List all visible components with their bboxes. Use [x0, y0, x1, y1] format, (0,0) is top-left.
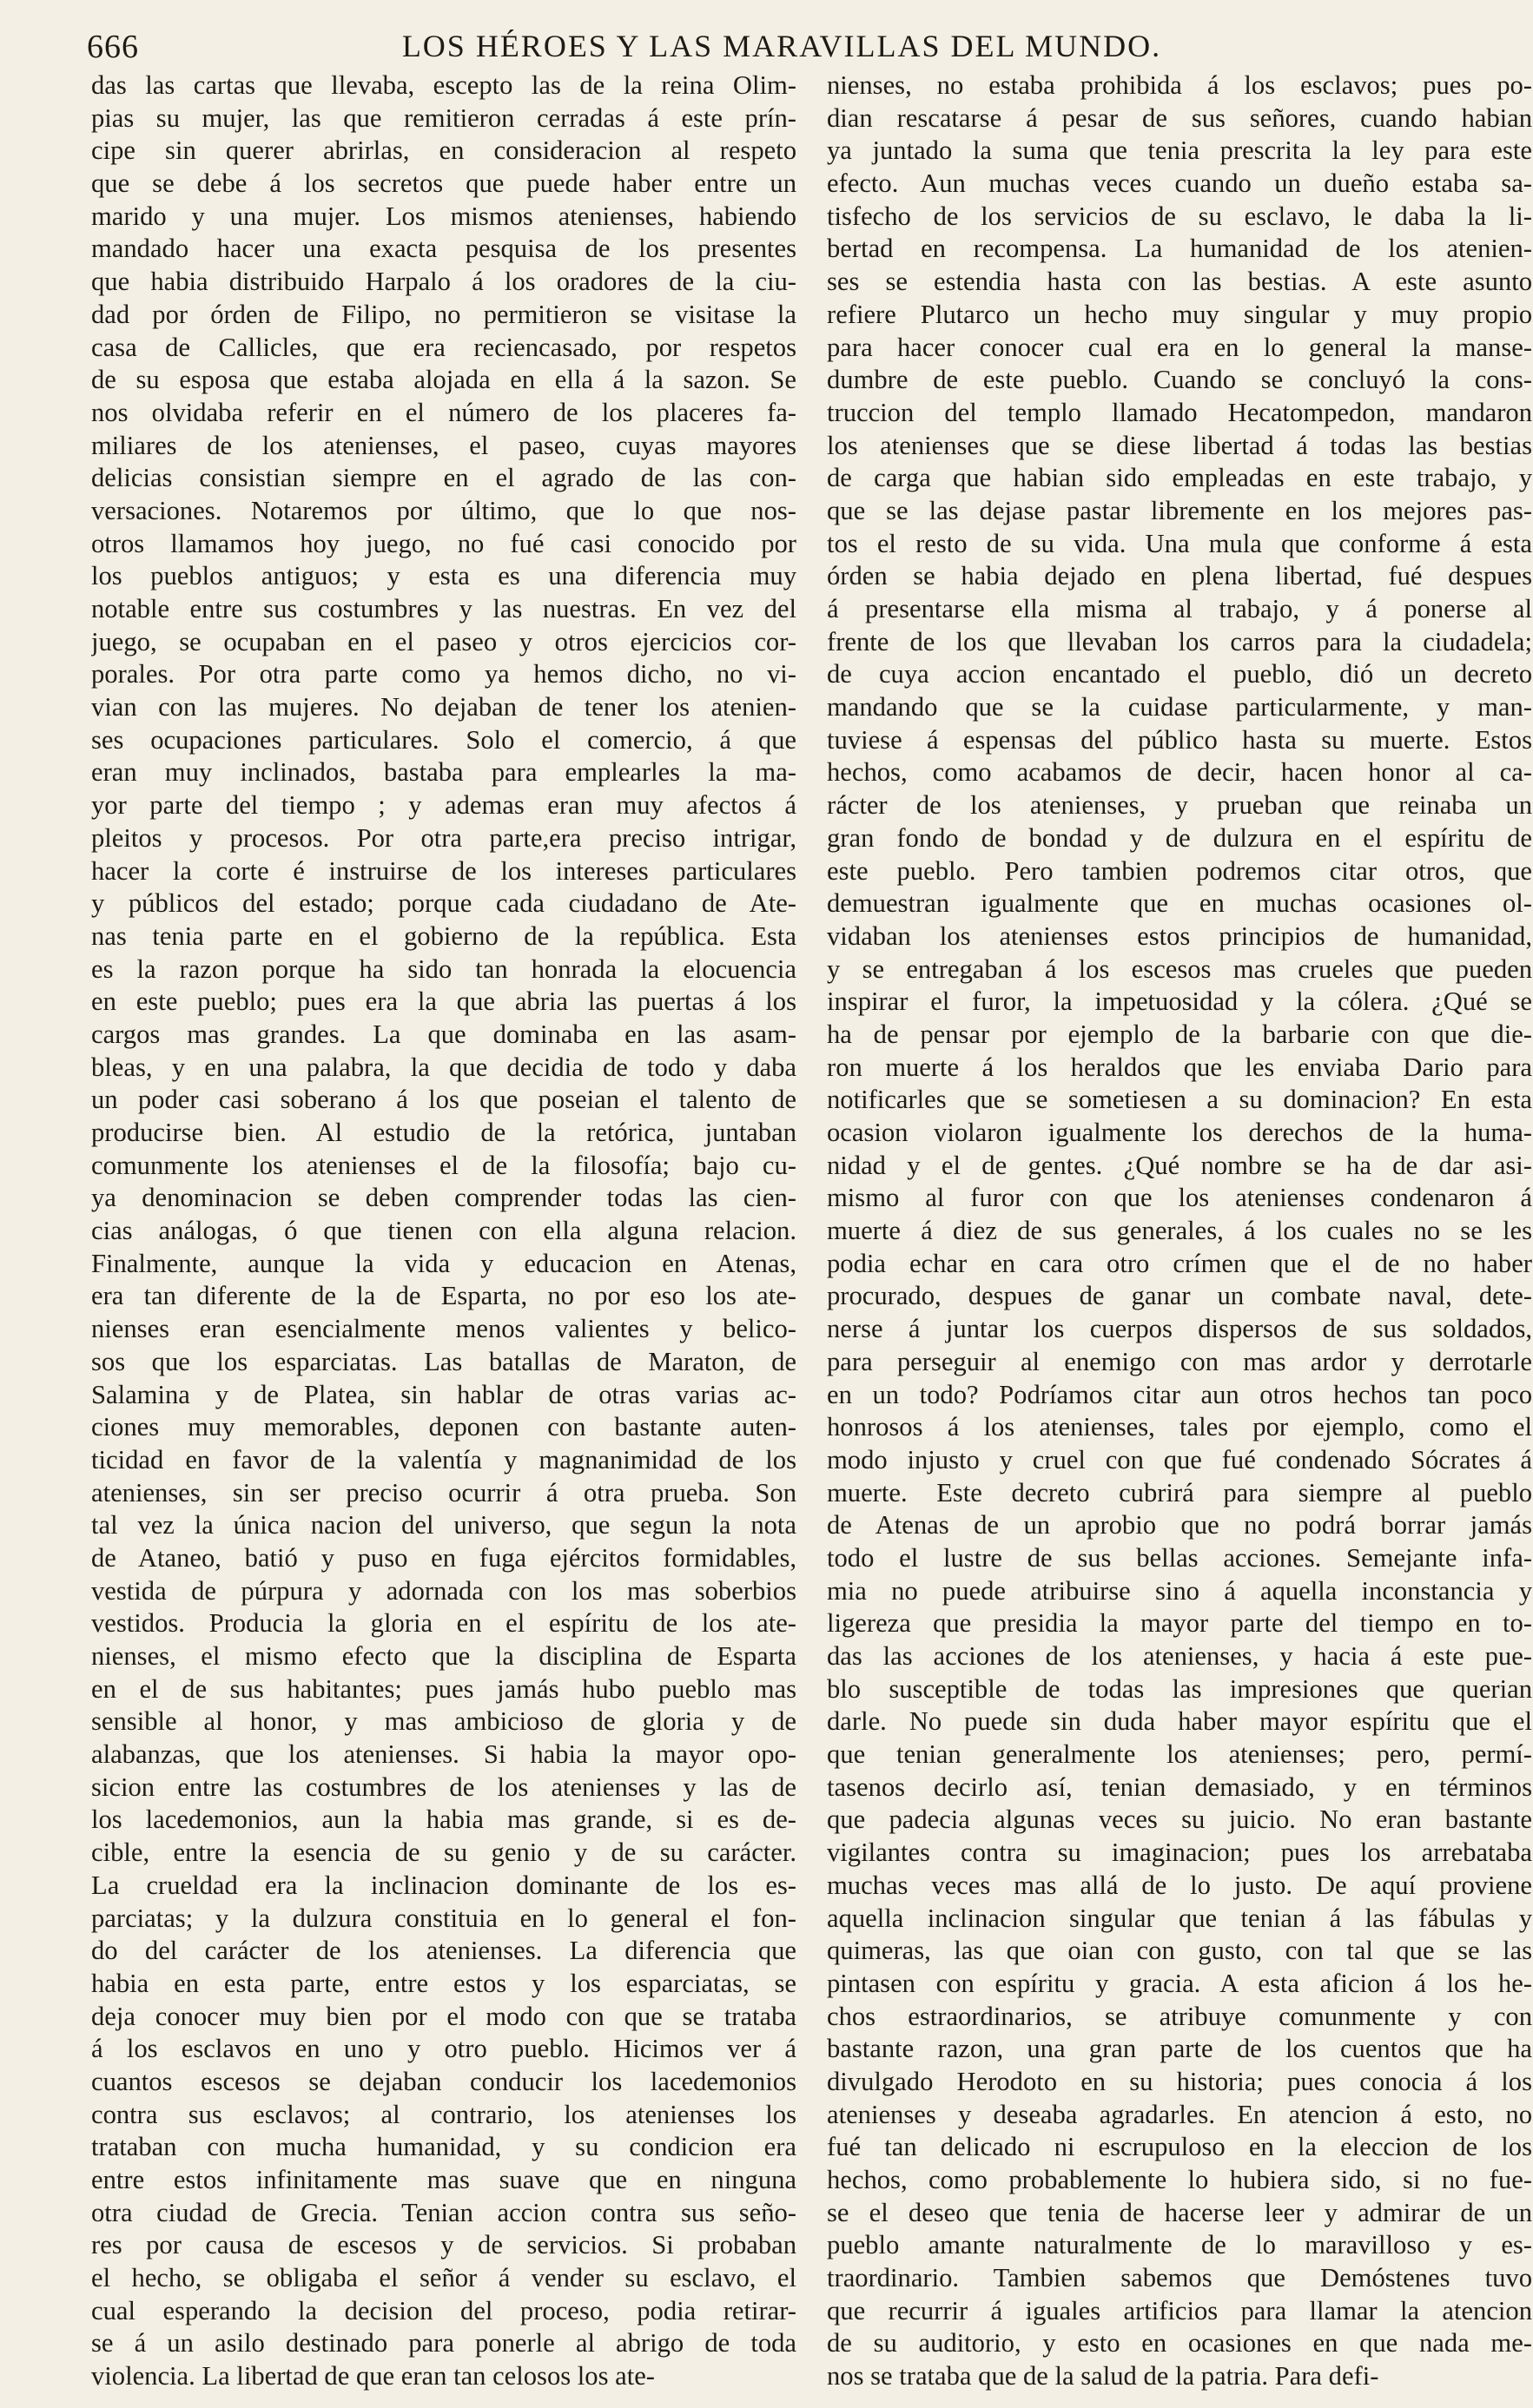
text-line: podia echar en cara otro crímen que el de no haber [827, 1248, 1532, 1278]
text-line: fué tan delicado ni escrupuloso en la eleccion de los [827, 2132, 1532, 2162]
text-line: entre estos infinitamente mas suave que en ninguna [91, 2165, 796, 2194]
text-line: vigilantes contra su imaginacion; pues los arrebataba [827, 1837, 1532, 1868]
text-line: chos estraordinarios, se atribuye comunmente y con [827, 2001, 1532, 2031]
text-line: pleitos y procesos. Por otra parte,era preciso intrigar, [91, 822, 796, 853]
text-line: para hacer conocer cual era en lo general la manse- [827, 332, 1532, 362]
text-line: porales. Por otra parte como ya hemos dicho, no vi- [91, 659, 796, 689]
text-line: mandando que se la cuidase particularmente, y man- [827, 692, 1532, 722]
text-line: violencia. La libertad de que eran tan celosos los ate- [91, 2361, 655, 2392]
text-line: nienses, no estaba prohibida á los esclavos; pues po- [827, 70, 1532, 100]
page-number: 666 [87, 29, 139, 65]
text-line: dian rescatarse á pesar de sus señores, cuando habian [827, 102, 1532, 133]
text-line: versaciones. Notaremos por último, que lo que nos- [91, 495, 796, 525]
text-line: de cuya accion encantado el pueblo, dió un decreto [827, 659, 1532, 689]
text-line: nos se trataba que de la salud de la patria. Para defi- [827, 2361, 1379, 2392]
text-line: sicion entre las costumbres de los atenienses y las de [91, 1771, 796, 1802]
text-line: nidad y el de gentes. ¿Qué nombre se ha de dar asi- [827, 1150, 1532, 1180]
text-line: do del carácter de los atenienses. La diferencia que [91, 1936, 796, 1966]
text-line: mandado hacer una exacta pesquisa de los presentes [91, 234, 796, 264]
text-line: los lacedemonios, aun la habia mas grande, si es de- [91, 1804, 796, 1835]
text-line: mia no puede atribuirse sino á aquella inconstancia y [827, 1575, 1532, 1606]
text-line: atenienses y deseaba agradarles. En atencion á esto, no [827, 2099, 1532, 2129]
text-line: y se entregaban á los escesos mas crueles que pueden [827, 953, 1532, 984]
text-line: ron muerte á los heraldos que les enviaba Dario para [827, 1052, 1532, 1082]
text-line: que se debe á los secretos que puede haber entre un [91, 168, 796, 199]
text-line: cias análogas, ó que tienen con ella alguna relacion. [91, 1216, 796, 1246]
text-line: cargos mas grandes. La que dominaba en las asam- [91, 1019, 796, 1049]
text-line: ses se estendia hasta con las bestias. A este asunto [827, 267, 1532, 297]
text-line: otra ciudad de Grecia. Tenian accion contra sus seño- [91, 2197, 796, 2227]
text-line: que recurrir á iguales artificios para llamar la atencion [827, 2295, 1532, 2326]
text-line: á los esclavos en uno y otro pueblo. Hicimos ver á [91, 2034, 796, 2064]
text-line: muerte. Este decreto cubrirá para siempre al pueblo [827, 1477, 1532, 1507]
text-line: vidaban los atenienses estos principios de humanidad, [827, 920, 1532, 951]
text-line: procurado, despues de ganar un combate naval, dete- [827, 1281, 1532, 1311]
left-text-column [91, 69, 796, 2393]
text-line: inspirar el furor, la impetuosidad y la cólera. ¿Qué se [827, 986, 1532, 1017]
text-line: notable entre sus costumbres y las nuestras. En vez del [91, 594, 796, 623]
text-line: ciones muy memorables, deponen con bastante auten- [91, 1412, 796, 1442]
text-line: se á un asilo destinado para ponerle al abrigo de toda [91, 2328, 796, 2359]
text-line: de su auditorio, y esto en ocasiones en que nada me- [827, 2328, 1532, 2359]
text-line: delicias consistian siempre en el agrado de las con- [91, 463, 796, 493]
text-line: atenienses, sin ser preciso ocurrir á otra prueba. Son [91, 1477, 796, 1507]
text-line: bastante razon, una gran parte de los cuentos que ha [827, 2034, 1532, 2064]
text-line: rácter de los atenienses, y prueban que reinaba un [827, 790, 1532, 821]
text-line: nerse á juntar los cuerpos dispersos de sus soldados, [827, 1314, 1532, 1344]
text-line: de Ataneo, batió y puso en fuga ejércitos formidables, [91, 1542, 796, 1573]
text-line: los pueblos antiguos; y esta es una diferencia muy [91, 561, 796, 591]
text-line: contra sus esclavos; al contrario, los atenienses los [91, 2099, 796, 2129]
text-line: que tenian generalmente los atenienses; pero, permí- [827, 1739, 1532, 1770]
text-line: hacer la corte é instruirse de los intereses particulares [91, 855, 796, 886]
text-line: en este pueblo; pues era la que abria las puertas á los [91, 986, 796, 1017]
text-line: nienses, el mismo efecto que la disciplina de Esparta [91, 1641, 796, 1671]
text-line: eran muy inclinados, bastaba para emplearles la ma- [91, 757, 796, 788]
text-line: nienses eran esencialmente menos valientes y belico- [91, 1314, 796, 1344]
text-line: y públicos del estado; porque cada ciudadano de Ate- [91, 888, 796, 919]
text-line: miliares de los atenienses, el paseo, cuyas mayores [91, 430, 796, 460]
text-line: modo injusto y cruel con que fué condenado Sócrates á [827, 1444, 1532, 1474]
text-line: ya denominacion se deben comprender todas las cien- [91, 1183, 796, 1213]
text-line: efecto. Aun muchas veces cuando un dueño estaba sa- [827, 168, 1532, 199]
text-line: casa de Callicles, que era reciencasado, por respetos [91, 332, 796, 362]
text-line: pueblo amante naturalmente de lo maravilloso y es- [827, 2230, 1532, 2260]
text-line: ha de pensar por ejemplo de la barbarie con que die- [827, 1019, 1532, 1049]
text-line: se el deseo que tenia de hacerse leer y admirar de un [827, 2197, 1532, 2227]
text-line: tasenos decirlo así, tenian demasiado, y en términos [827, 1771, 1532, 1802]
text-line: vestida de púrpura y adornada con los mas soberbios [91, 1575, 796, 1606]
text-line: tisfecho de los servicios de su esclavo, le daba la li- [827, 201, 1532, 231]
text-line: es la razon porque ha sido tan honrada la elocuencia [91, 953, 796, 984]
text-line: órden se habia dejado en plena libertad, fué despues [827, 561, 1532, 591]
text-line: bertad en recompensa. La humanidad de los atenien- [827, 234, 1532, 264]
text-line: comunmente los atenienses el de la filosofía; bajo cu- [91, 1150, 796, 1180]
text-line: quimeras, las que oian con gusto, con tal que se las [827, 1936, 1532, 1966]
text-line: sos que los esparciatas. Las batallas de Maraton, de [91, 1346, 796, 1376]
text-line: de Atenas de un aprobio que no podrá borrar jamás [827, 1510, 1532, 1540]
text-line: todo el lustre de sus bellas acciones. Semejante infa- [827, 1542, 1532, 1573]
text-line: parciatas; y la dulzura constituia en lo general el fon- [91, 1903, 796, 1933]
text-line: frente de los que llevaban los carros para la ciudadela; [827, 626, 1532, 656]
text-line: aquella inclinacion singular que tenian á las fábulas y [827, 1903, 1532, 1933]
text-line: pias su mujer, las que remitieron cerradas á este prín- [91, 102, 796, 133]
text-line: refiere Plutarco un hecho muy singular y muy propio [827, 299, 1532, 329]
text-line: ocasion violaron igualmente los derechos de la huma- [827, 1118, 1532, 1147]
text-line: de carga que habian sido empleadas en este trabajo, y [827, 463, 1532, 493]
right-text-column [827, 69, 1532, 2393]
text-line: demuestran igualmente que en muchas ocasiones ol- [827, 888, 1532, 919]
text-line: muchas veces mas allá de lo justo. De aquí proviene [827, 1870, 1532, 1900]
text-line: juego, se ocupaban en el paseo y otros ejercicios cor- [91, 626, 796, 656]
text-line: divulgado Herodoto en su historia; pues conocia á los [827, 2066, 1532, 2096]
text-line: hechos, como probablemente lo hubiera sido, si no fue- [827, 2165, 1532, 2194]
text-line: gran fondo de bondad y de dulzura en el espíritu de [827, 822, 1532, 853]
text-line: que se las dejase pastar libremente en los mejores pas- [827, 495, 1532, 525]
text-line: alabanzas, que los atenienses. Si habia la mayor opo- [91, 1739, 796, 1770]
text-line: vestidos. Producia la gloria en el espíritu de los ate- [91, 1608, 796, 1639]
text-line: de su esposa que estaba alojada en ella á la sazon. Se [91, 365, 796, 395]
text-line: darle. No puede sin duda haber mayor espíritu que el [827, 1706, 1532, 1737]
text-line: truccion del templo llamado Hecatompedon, mandaron [827, 397, 1532, 427]
text-line: honrosos á los atenienses, tales por ejemplo, como el [827, 1412, 1532, 1442]
text-line: pintasen con espíritu y gracia. A esta aficion á los he- [827, 1968, 1532, 1998]
text-line: marido y una mujer. Los mismos atenienses, habiendo [91, 201, 796, 231]
text-line: trataban con mucha humanidad, y su condicion era [91, 2132, 796, 2162]
text-line: habia en esta parte, entre estos y los esparciatas, se [91, 1968, 796, 1998]
text-line: ya juntado la suma que tenia prescrita la ley para este [827, 135, 1532, 166]
text-line: cible, entre la esencia de su genio y de su carácter. [91, 1837, 796, 1868]
text-line: blo susceptible de todas las impresiones que querian [827, 1673, 1532, 1704]
text-line: este pueblo. Pero tambien podremos citar otros, que [827, 855, 1532, 886]
text-line: producirse bien. Al estudio de la retórica, juntaban [91, 1118, 796, 1147]
text-line: un poder casi soberano á los que poseian el talento de [91, 1085, 796, 1115]
text-line: traordinario. Tambien sabemos que Demóstenes tuvo [827, 2263, 1532, 2293]
text-line: nos olvidaba referir en el número de los placeres fa- [91, 397, 796, 427]
text-line: das las cartas que llevaba, escepto las de la reina Olim- [91, 70, 796, 100]
text-line: cual esperando la decision del proceso, podia retirar- [91, 2295, 796, 2326]
text-line: en el de sus habitantes; pues jamás hubo pueblo mas [91, 1673, 796, 1704]
text-line: Finalmente, aunque la vida y educacion en Atenas, [91, 1248, 796, 1278]
text-line: los atenienses que se diese libertad á todas las bestias [827, 430, 1532, 460]
page-header [87, 23, 1477, 75]
text-line: dumbre de este pueblo. Cuando se concluyó la cons- [827, 365, 1532, 395]
text-line: vian con las mujeres. No dejaban de tener los atenien- [91, 692, 796, 722]
text-line: que habia distribuido Harpalo á los oradores de la ciu- [91, 267, 796, 297]
text-line: cuantos escesos se dejaban conducir los lacedemonios [91, 2066, 796, 2096]
text-line: ses ocupaciones particulares. Solo el comercio, á que [91, 724, 796, 755]
text-line: tuviese á espensas del público hasta su muerte. Estos [827, 724, 1532, 755]
text-line: notificarles que se sometiesen a su dominacion? En esta [827, 1085, 1532, 1115]
text-line: ligereza que presidia la mayor parte del tiempo en to- [827, 1608, 1532, 1639]
text-line: res por causa de escesos y de servicios. Si probaban [91, 2230, 796, 2260]
text-line: cipe sin querer abrirlas, en consideracion al respeto [91, 135, 796, 166]
text-line: ticidad en favor de la valentía y magnanimidad de los [91, 1444, 796, 1474]
text-line: tal vez la única nacion del universo, que segun la nota [91, 1510, 796, 1540]
text-line: nas tenia parte en el gobierno de la república. Esta [91, 920, 796, 951]
text-line: para perseguir al enemigo con mas ardor y derrotarle [827, 1346, 1532, 1376]
text-line: mismo al furor con que los atenienses condenaron á [827, 1183, 1532, 1213]
text-line: muerte á diez de sus generales, á los cuales no se les [827, 1216, 1532, 1246]
running-title: LOS HÉROES Y LAS MARAVILLAS DEL MUNDO. [401, 29, 1162, 63]
text-line: que padecia algunas veces su juicio. No eran bastante [827, 1804, 1532, 1835]
text-line: hechos, como acabamos de decir, hacen honor al ca- [827, 757, 1532, 788]
text-line: el hecho, se obligaba el señor á vender su esclavo, el [91, 2263, 796, 2293]
text-line: dad por órden de Filipo, no permitieron se visitase la [91, 299, 796, 329]
text-line: deja conocer muy bien por el modo con que se trataba [91, 2001, 796, 2031]
text-line: tos el resto de su vida. Una mula que conforme á esta [827, 528, 1532, 558]
text-line: La crueldad era la inclinacion dominante de los es- [91, 1870, 796, 1900]
text-line: otros llamamos hoy juego, no fué casi conocido por [91, 528, 796, 558]
text-line: yor parte del tiempo ; y ademas eran muy afectos á [91, 790, 796, 821]
text-line: Salamina y de Platea, sin hablar de otras varias ac- [91, 1379, 796, 1409]
text-line: en un todo? Podríamos citar aun otros hechos tan poco [827, 1379, 1532, 1409]
text-line: das las acciones de los atenienses, y hacia á este pue- [827, 1641, 1532, 1671]
text-line: á presentarse ella misma al trabajo, y á ponerse al [827, 594, 1532, 623]
text-line: sensible al honor, y mas ambicioso de gloria y de [91, 1706, 796, 1737]
text-line: bleas, y en una palabra, la que decidia de todo y daba [91, 1052, 796, 1082]
text-line: era tan diferente de la de Esparta, no por eso los ate- [91, 1281, 796, 1311]
